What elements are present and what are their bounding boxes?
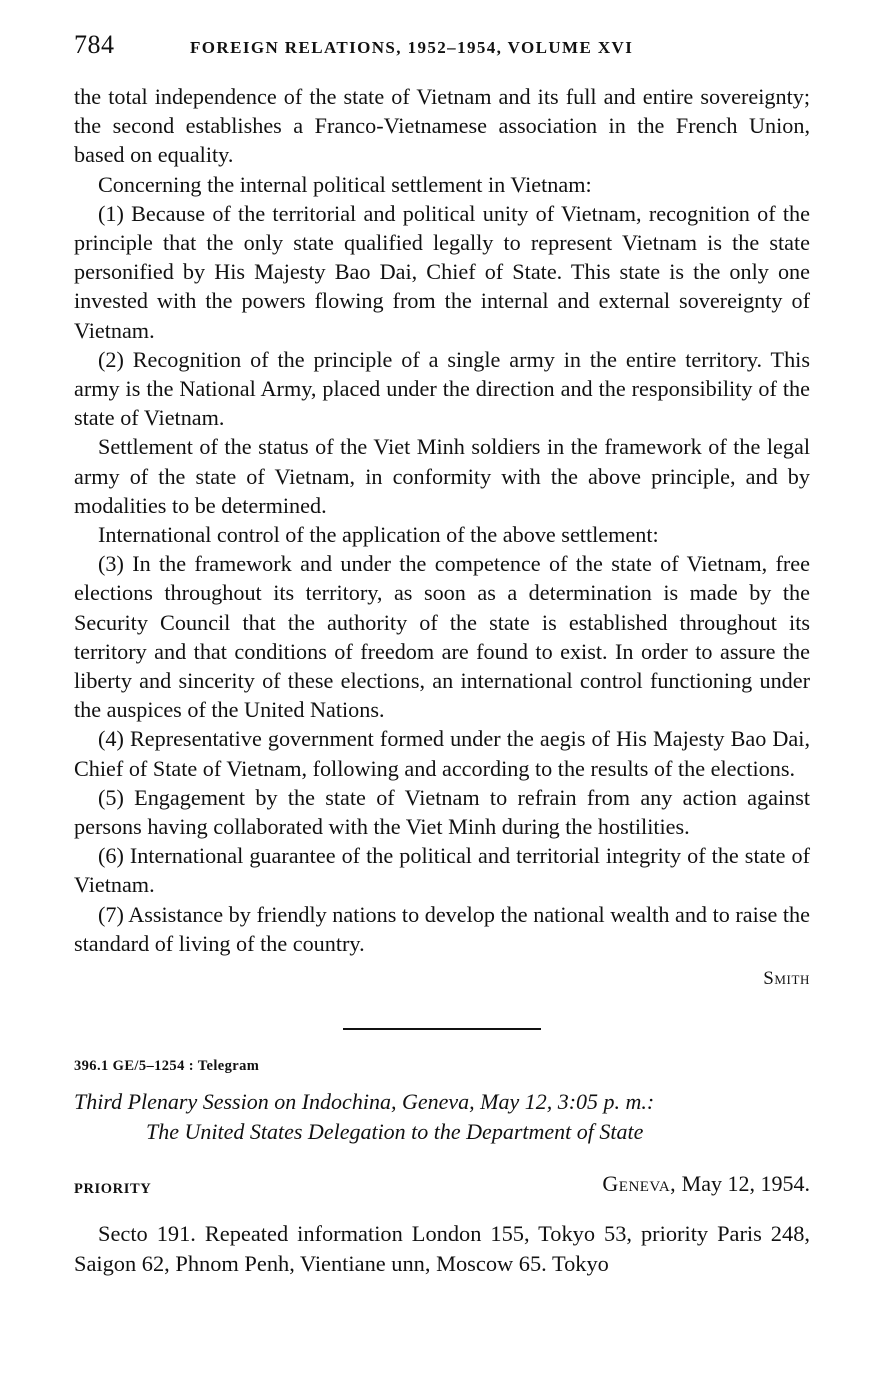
paragraph: Settlement of the status of the Viet Minh soldiers in the framework of the legal army of the state of Vietnam, in conformity with the above principle, and by modalities to be determined. [74, 434, 810, 518]
paragraph-item-3: (3) In the framework and under the competence of the state of Vietnam, free elections throughout its territory, as soon as a determination is made by the Security Council that the authority of the state is established throughout its territory and that conditions of freedom are found to exist. In order to assure the liberty and sincerity of these elections, an international control functioning under the auspices of the United Nations. [74, 551, 810, 723]
paragraph-item-5: (5) Engagement by the state of Vietnam to refrain from any action against persons having collaborated with the Viet Minh during the hostilities. [74, 784, 810, 840]
paragraph: International control of the application of the above settlement: [98, 522, 659, 548]
file-reference: 396.1 GE/5–1254 : Telegram [74, 1058, 260, 1075]
dateline [602, 1171, 810, 1197]
telegram-text [74, 1219, 810, 1279]
running-title: FOREIGN RELATIONS, 1952–1954, VOLUME XVI [190, 38, 634, 57]
document-page [74, 30, 810, 1279]
signature: Smith [763, 968, 810, 990]
paragraph-item-2: (2) Recognition of the principle of a single army in the entire territory. This army is the National Army, placed under the direction and the responsibility of the state of Vietnam. [74, 346, 810, 431]
paragraph-item-6: (6) International guarantee of the political and territorial integrity of the state of Vietnam. [74, 843, 810, 898]
dateline-date: May 12, 1954. [681, 1171, 810, 1197]
page-number: 784 [74, 30, 115, 59]
paragraph-item-4: (4) Representative government formed under the aegis of His Majesty Bao Dai, Chief of State of Vietnam, following and according to the results of the elections. [74, 726, 810, 781]
priority-label: PRIORITY [74, 1181, 152, 1198]
body-text [74, 82, 810, 958]
document-heading-line-1: Third Plenary Session on Indochina, Geneva, May 12, 3:05 p. m.: [74, 1089, 655, 1115]
dateline-place: Geneva, [602, 1171, 677, 1197]
section-divider [343, 1028, 541, 1030]
paragraph-item-1: (1) Because of the territorial and political unity of Vietnam, recognition of the principle that the only state qualified legally to represent Vietnam is the state personified by His Majesty Bao Dai, Chief of State. This state is the only one invested with the powers flowing from the internal and external sovereignty of Vietnam. [74, 200, 810, 343]
paragraph-continuation: the total independence of the state of Vietnam and its full and entire sovereignty; the second establishes a Franco-Vietnamese association in the French Union, based on equality. [74, 84, 810, 168]
paragraph-item-7: (7) Assistance by friendly nations to develop the national wealth and to raise the standard of living of the country. [74, 901, 810, 956]
telegram-paragraph: Secto 191. Repeated information London 155, Tokyo 53, priority Paris 248, Saigon 62, Phnom Penh, Vientiane unn, Moscow 65. Tokyo [74, 1221, 810, 1277]
paragraph: Concerning the internal political settlement in Vietnam: [98, 171, 592, 197]
document-heading [74, 1087, 810, 1147]
dateline-row [74, 1171, 810, 1205]
document-heading-line-2: The United States Delegation to the Department of State [146, 1119, 644, 1145]
running-header [74, 30, 810, 70]
